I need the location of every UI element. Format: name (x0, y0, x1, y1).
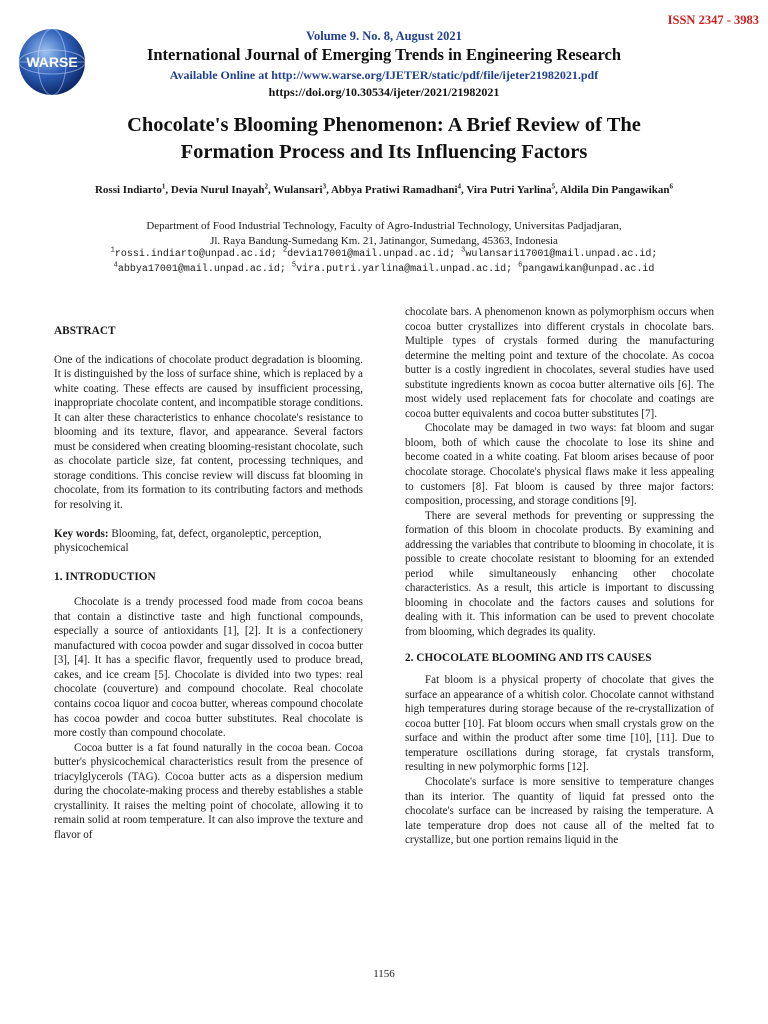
email-sup: 3 (461, 246, 466, 255)
logo-text: WARSE (26, 54, 78, 70)
email-line (70, 248, 698, 263)
right-column (405, 305, 714, 848)
email-sup: 5 (291, 261, 297, 270)
abstract-text: One of the indications of chocolate product degradation is blooming. It is distinguished by the loss of surface shine, which is replaced by a white coating. These effects are caused by insufficient processing, inappropriate chocolate content, and incompatible storage conditions. It can alter these characteristics to enhance chocolate's resistance to blooming and its texture, flavor, and appearance. Several factors must be considered when creating blooming-resistant chocolate, such as chocolate particle size, fat content, processing techniques, and storage conditions. This concise review will discuss fat blooming in chocolate, from its formation to its contributing factors and methods for resolving it. (54, 353, 363, 512)
issn-label: ISSN 2347 - 3983 (667, 13, 759, 27)
paragraph: Fat bloom is a physical property of chocolate that gives the surface an appearance of a whitish color. Chocolate cannot withstand high temperatures during storage because of the re-crystallization of cocoa butter [10]. Fat bloom occurs when small crystals grow on the surface and within the product after some time [10], [11]. Due to temperature oscillations during storage, fat crystals transform, resulting in new polymorphic forms [12]. (405, 674, 714, 774)
author-list: Rossi Indiarto$^1$, Devia Nurul Inayah$^2$, Wulansari$^3$, Abbya Pratiwi Ramadhani$^4$, Vira Putri Yarlina$^5$, Aldila Din Pangawikan$^6$ (94, 182, 673, 196)
keywords-list: Blooming, fat, defect, organoleptic, perception, physicochemical (54, 527, 322, 555)
email-link[interactable]: vira.putri.yarlina@mail.unpad.ac.id; (296, 263, 513, 275)
author-sup: 2 (264, 182, 268, 191)
author-name: Rossi Indiarto (94, 184, 162, 196)
paragraph: There are several methods for preventing or suppressing the formation of this bloom in chocolate products. By examining and addressing the variables that contribute to blooming in chocolate, it is possible to create chocolate resistant to blooming for an extended period while simultaneously enhancing other chocolate characteristics. As a result, this article is important to discussing blooming in chocolate and the factors causes and solutions for dealing with it. This information can be used to prevent chocolate from blooming, which degrades its quality. (405, 509, 715, 639)
keywords (54, 527, 363, 556)
email-line (70, 263, 698, 278)
left-column (54, 324, 363, 843)
page-number: 1156 (373, 968, 395, 980)
author-name: Wulansari (273, 184, 323, 196)
affiliation-line: Department of Food Industrial Technology, Faculty of Agro-Industrial Technology, Universitas Padjadjaran, (146, 220, 622, 232)
email-link[interactable]: abbya17001@mail.unpad.ac.id; (117, 263, 286, 275)
title-line-2: Formation Process and Its Influencing Factors (180, 141, 588, 163)
paragraph: Chocolate may be damaged in two ways: fat bloom and sugar bloom, both of which cause the chocolate to lose its shine and become coated in a white coating. Fat bloom arises because of poor chocolate storage. Chocolate's physical flaws make it less appealing to customers [8]. Fat bloom is caused by three major factors: composition, processing, and storage conditions [9]. (405, 422, 714, 508)
email-link[interactable]: pangawikan@unpad.ac.id (522, 263, 655, 275)
author-name: Abbya Pratiwi Ramadhani (330, 184, 458, 196)
available-online-link[interactable]: Available Online at http://www.warse.org/IJETER/static/pdf/file/ijeter21982021.pdf (169, 68, 599, 82)
affiliation-line: Jl. Raya Bandung-Sumedang Km. 21, Jatinangor, Sumedang, 45363, Indonesia (210, 234, 558, 247)
email-link[interactable]: devia17001@mail.unpad.ac.id; (287, 249, 456, 260)
abstract-heading: ABSTRACT (54, 325, 116, 337)
paper-title (80, 112, 688, 166)
affiliation-block (70, 219, 698, 277)
paragraph: chocolate bars. A phenomenon known as polymorphism occurs when cocoa butter crystallizes into different crystals in chocolate bars. Multiple types of crystals formed during the manufacturing determine the melting point and texture of the chocolate. As cocoa butter is a costly ingredient in chocolates, several studies have used substitute ingredients known as cocoa butter alternative oils [6]. The most widely used replacement fats for chocolate and coatings are cocoa butter equivalents and cocoa butter substitutes [7]. (405, 306, 714, 420)
section-2-heading: 2. CHOCOLATE BLOOMING AND ITS CAUSES (405, 651, 652, 664)
paragraph: Chocolate is a trendy processed food made from cocoa beans that contain a distinctive taste and high functional compounds, especially a source of antioxidants [1], [2]. It is a confectionery manufactured with cocoa powder and sugar dissolved in cocoa butter [3], [4]. It has a specific flavor, frequently used to produce bread, cakes, and ice cream [5]. Chocolate is divided into two types: real chocolate (couverture) and compound chocolate. Real chocolate contains cocoa liquor and cocoa butter, whereas compound chocolate has cocoa powder and cocoa butter substitutes. Real chocolate is more costly than compound chocolate. (54, 596, 363, 740)
introduction-heading: 1. INTRODUCTION (54, 570, 156, 583)
email-sup: 2 (282, 246, 288, 255)
author-sup: 4 (457, 182, 462, 191)
author-sup: 1 (161, 182, 166, 191)
volume-label: Volume 9. No. 8, August 2021 (306, 29, 462, 43)
email-sup: 1 (110, 246, 115, 255)
author-sup: 6 (669, 182, 673, 191)
journal-title: International Journal of Emerging Trends in Engineering Research (146, 45, 622, 64)
author-sup: 5 (551, 182, 556, 191)
author-sup: 3 (322, 182, 327, 191)
title-line-1: Chocolate's Blooming Phenomenon: A Brief Review of The (127, 114, 641, 136)
email-sup: 6 (518, 261, 523, 270)
author-name: Devia Nurul Inayah (170, 184, 265, 196)
email-link[interactable]: rossi.indiarto@unpad.ac.id; (114, 249, 277, 260)
doi-link[interactable]: https://doi.org/10.30534/ijeter/2021/21982021 (268, 85, 500, 99)
author-name: Vira Putri Yarlina (466, 184, 552, 196)
author-name: Aldila Din Pangawikan (560, 184, 670, 196)
keywords-label: Key words: (54, 527, 109, 540)
paragraph: Cocoa butter is a fat found naturally in the cocoa bean. Cocoa butter's physicochemical characteristics result from the presence of triacylglycerols (TAG). Cocoa butter acts as a dispersion medium during the chocolate-making process and thereby establishes a stable crystallinity. It raises the melting point of chocolate, allowing it to remain solid at room temperature. It can also improve the texture and flavor of (54, 741, 363, 841)
email-sup: 4 (113, 261, 118, 270)
paragraph: Chocolate's surface is more sensitive to temperature changes than its interior. The quantity of liquid fat pressed onto the chocolate's surface can be increased by raising the temperature. A late temperature drop does not cause all of the melted fat to crystallize, but one portion remains liquid in the (405, 775, 714, 847)
email-link[interactable]: wulansari17001@mail.unpad.ac.id; (465, 249, 658, 260)
